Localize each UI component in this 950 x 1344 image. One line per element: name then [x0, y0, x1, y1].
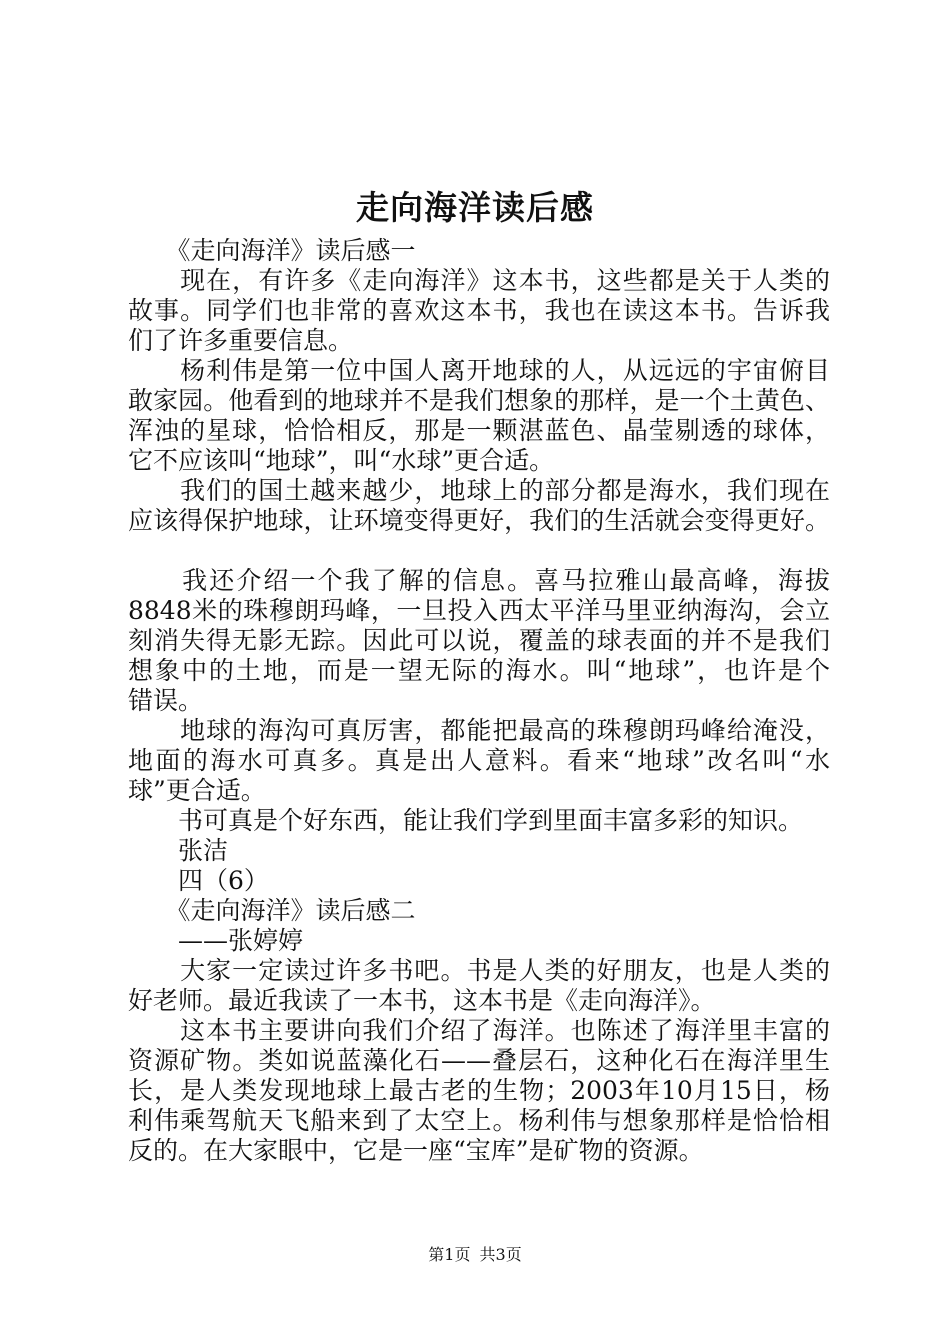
text-line: 们了许多重要信息。: [128, 326, 354, 355]
text-line: 长，是人类发现地球上最古老的生物；2003年10月15日，杨: [128, 1076, 830, 1105]
text-line: 球”更合适。: [128, 776, 266, 805]
text-line: 地面的海水可真多。真是出人意料。看来“地球”改名叫“水: [128, 746, 830, 775]
text-line: 8848米的珠穆朗玛峰，一旦投入西太平洋马里亚纳海沟，会立: [128, 596, 830, 625]
text-line: 这本书主要讲向我们介绍了海洋。也陈述了海洋里丰富的: [128, 1016, 830, 1045]
text-line: 刻消失得无影无踪。因此可以说，覆盖的球表面的并不是我们: [128, 626, 830, 655]
text-line: 《走向海洋》读后感一: [128, 236, 416, 265]
text-line: 地球的海沟可真厉害，都能把最高的珠穆朗玛峰给淹没，: [128, 716, 830, 745]
text-line: 浑浊的星球，恰恰相反，那是一颗湛蓝色、晶莹剔透的球体，: [128, 416, 830, 445]
text-line: 《走向海洋》读后感二: [128, 896, 416, 925]
text-line: 它不应该叫“地球”，叫“水球”更合适。: [128, 446, 555, 475]
text-line: 张洁: [128, 836, 229, 865]
text-line: 我还介绍一个我了解的信息。喜马拉雅山最高峰，海拔: [128, 566, 830, 595]
text-line: 利伟乘驾航天飞船来到了太空上。杨利伟与想象那样是恰恰相: [128, 1106, 830, 1135]
page-total: 共3页: [479, 1245, 522, 1264]
text-line: 杨利伟是第一位中国人离开地球的人，从远远的宇宙俯目: [128, 356, 830, 385]
paragraph-gap: [128, 536, 830, 566]
text-line: 故事。同学们也非常的喜欢这本书，我也在读这本书。告诉我: [128, 296, 830, 325]
text-line: 四（6）: [128, 866, 269, 895]
text-line: 好老师。最近我读了一本书，这本书是《走向海洋》。: [128, 986, 716, 1015]
text-line: 错误。: [128, 686, 204, 715]
text-line: 大家一定读过许多书吧。书是人类的好朋友，也是人类的: [128, 956, 830, 985]
text-line: 现在，有许多《走向海洋》这本书，这些都是关于人类的: [128, 266, 830, 295]
text-line: 我们的国土越来越少，地球上的部分都是海水，我们现在: [128, 476, 830, 505]
text-line: ——张婷婷: [128, 926, 304, 955]
document-body: [128, 236, 830, 1166]
text-line: 书可真是个好东西，能让我们学到里面丰富多彩的知识。: [128, 806, 804, 835]
page-footer: [0, 1245, 950, 1265]
text-line: 应该得保护地球，让环境变得更好，我们的生活就会变得更好。: [128, 506, 830, 535]
text-line: 想象中的土地，而是一望无际的海水。叫“地球”，也许是个: [128, 656, 830, 685]
text-line: 敢家园。他看到的地球并不是我们想象的那样，是一个土黄色、: [128, 386, 830, 415]
page-number: 第1页: [428, 1245, 471, 1264]
text-line: 反的。在大家眼中，它是一座“宝库”是矿物的资源。: [128, 1136, 704, 1165]
page-title: 走向海洋读后感: [356, 188, 594, 227]
text-line: 资源矿物。类如说蓝藻化石——叠层石，这种化石在海洋里生: [128, 1046, 830, 1075]
